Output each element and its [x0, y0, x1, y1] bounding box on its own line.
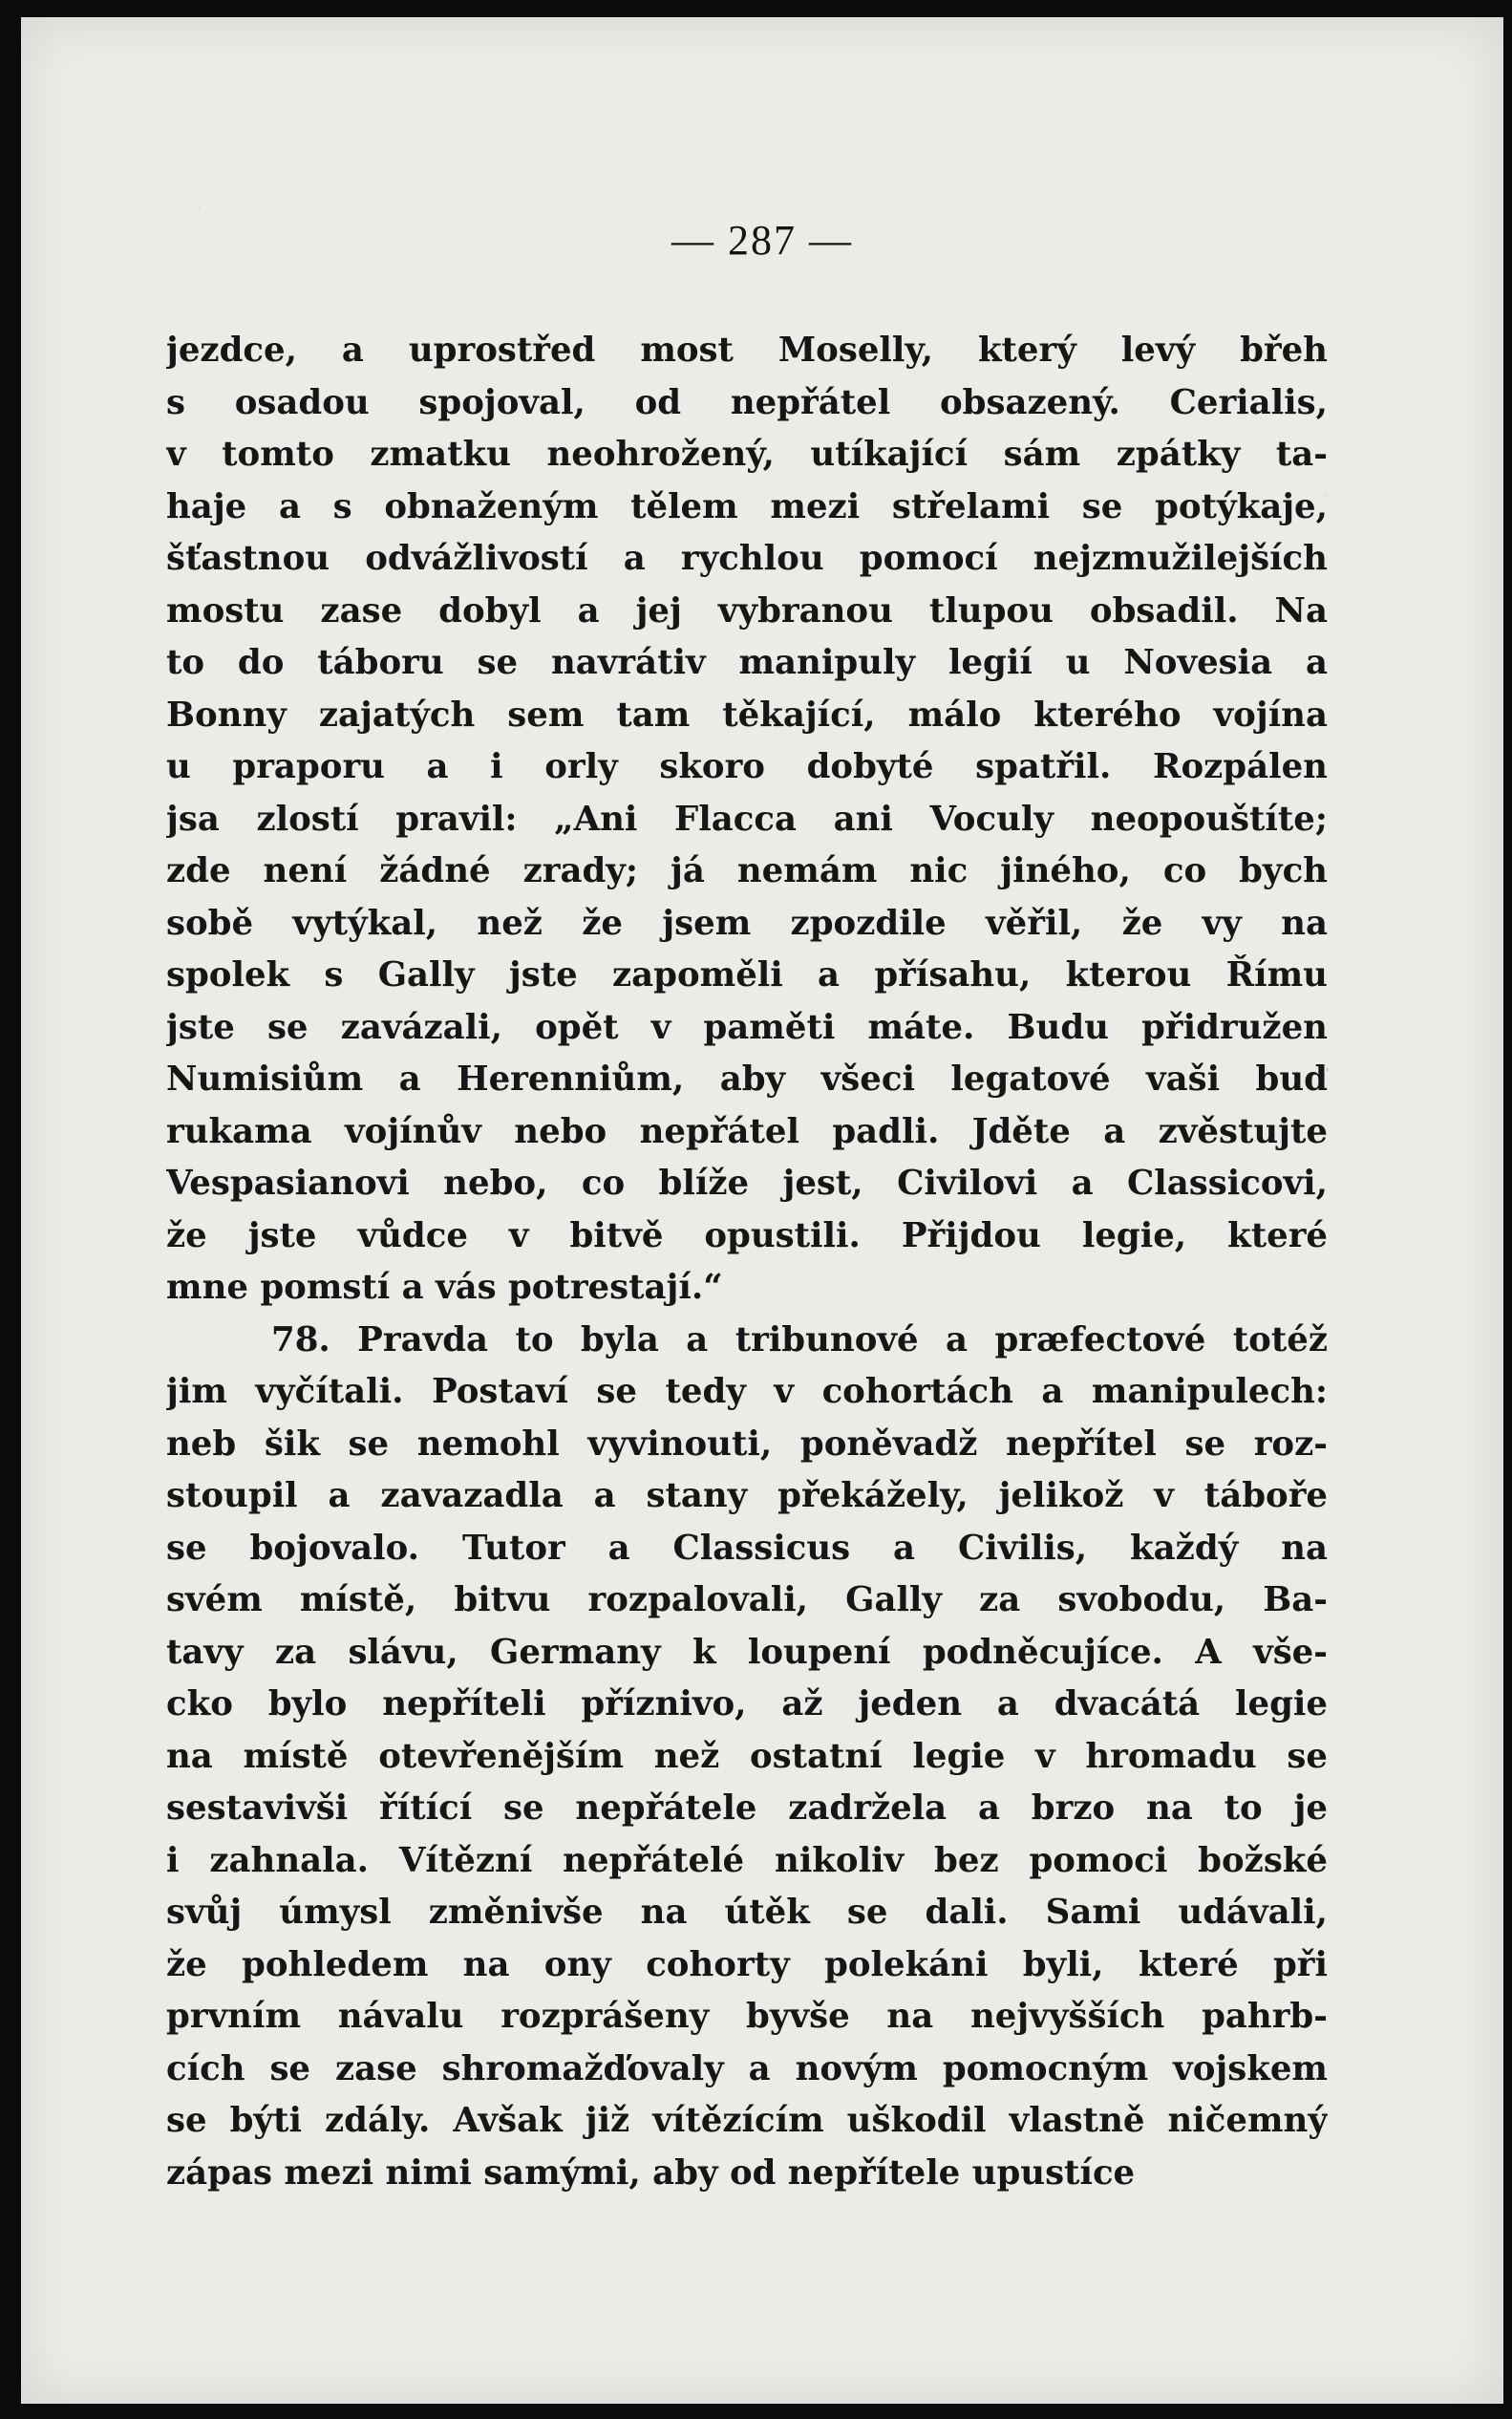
text-line: stoupil a zavazadla a stany překážely, jelikož v táboře	[166, 1476, 1328, 1515]
text-line: se býti zdály. Avšak již vítězícím uškodil vlastně ničemný	[166, 2101, 1328, 2140]
text-line: Numisiům a Herenniům, aby všeci legatové vaši buď	[166, 1060, 1328, 1099]
text-line: tavy za slávu, Germany k loupení podněcujíce. A vše-	[166, 1632, 1328, 1672]
text-line: svůj úmysl změnivše na útěk se dali. Sami udávali,	[166, 1893, 1328, 1932]
text-line: mostu zase dobyl a jej vybranou tlupou obsadil. Na	[166, 590, 1328, 631]
text-line: 78. Pravda to byla a tribunové a præfectové totéž	[271, 1319, 1328, 1359]
text-line: i zahnala. Vítězní nepřátelé nikoliv bez pomoci božské	[166, 1840, 1328, 1880]
text-line: cích se zase shromažďovaly a novým pomocným vojskem	[166, 2048, 1328, 2088]
text-line: svém místě, bitvu rozpalovali, Gally za svobodu, Ba-	[166, 1580, 1328, 1619]
book-page	[21, 17, 1503, 2404]
text-line: jste se zavázali, opět v paměti máte. Budu přidružen	[166, 1007, 1328, 1047]
text-line: zápas mezi nimi samými, aby od nepřítele upustíce	[166, 2152, 1136, 2193]
text-line: šťastnou odvážlivostí a rychlou pomocí nejzmužilejších	[166, 539, 1328, 578]
text-line: prvním návalu rozprášeny byvše na nejvyšších pahrb-	[166, 1997, 1328, 2036]
text-line: na místě otevřenějším než ostatní legie v hromadu se	[166, 1736, 1328, 1776]
text-line: sobě vytýkal, než že jsem zpozdile věřil, že vy na	[166, 903, 1328, 943]
text-line: rukama vojínův nebo nepřátel padli. Jděte a zvěstujte	[166, 1111, 1328, 1151]
text-line: neb šik se nemohl vyvinouti, poněvadž nepřítel se roz-	[166, 1424, 1328, 1464]
text-line: Vespasianovi nebo, co blíže jest, Civilovi a Classicovi,	[166, 1164, 1328, 1203]
text-line: jezdce, a uprostřed most Moselly, který levý břeh	[166, 331, 1328, 370]
text-line: jsa zlostí pravil: „Ani Flacca ani Voculy neopouštíte;	[166, 799, 1328, 839]
text-line: Bonny zajatých sem tam těkající, málo kterého vojína	[166, 695, 1328, 735]
text-line: zde není žádné zrady; já nemám nic jiného, co bych	[166, 851, 1328, 890]
text-line: sestavivši řítící se nepřátele zadržela a brzo na to je	[166, 1788, 1328, 1828]
page-number: — 287 —	[671, 217, 853, 264]
text-line: jim vyčítali. Postaví se tedy v cohortách a manipulech:	[166, 1372, 1328, 1411]
text-line: u praporu a i orly skoro dobyté spatřil. Rozpálen	[166, 747, 1328, 786]
text-line: cko bylo nepříteli příznivo, až jeden a dvacátá legie	[166, 1684, 1328, 1723]
text-line: že jste vůdce v bitvě opustili. Přijdou legie, které	[166, 1215, 1328, 1255]
text-line: že pohledem na ony cohorty polekáni byli, které při	[166, 1944, 1328, 1984]
text-line: mne pomstí a vás potrestají.“	[166, 1268, 723, 1307]
body-text	[166, 325, 1328, 2199]
text-line: spolek s Gally jste zapoměli a přísahu, kterou Římu	[166, 955, 1328, 995]
text-line: to do táboru se navrátiv manipuly legií u Novesia a	[166, 643, 1328, 682]
text-line: se bojovalo. Tutor a Classicus a Civilis, každý na	[166, 1528, 1328, 1568]
text-line: s osadou spojoval, od nepřátel obsazený. Cerialis,	[166, 382, 1328, 422]
text-line: haje a s obnaženým tělem mezi střelami se potýkaje,	[166, 486, 1328, 526]
text-line: v tomto zmatku neohrožený, utíkající sám zpátky ta-	[166, 435, 1328, 474]
